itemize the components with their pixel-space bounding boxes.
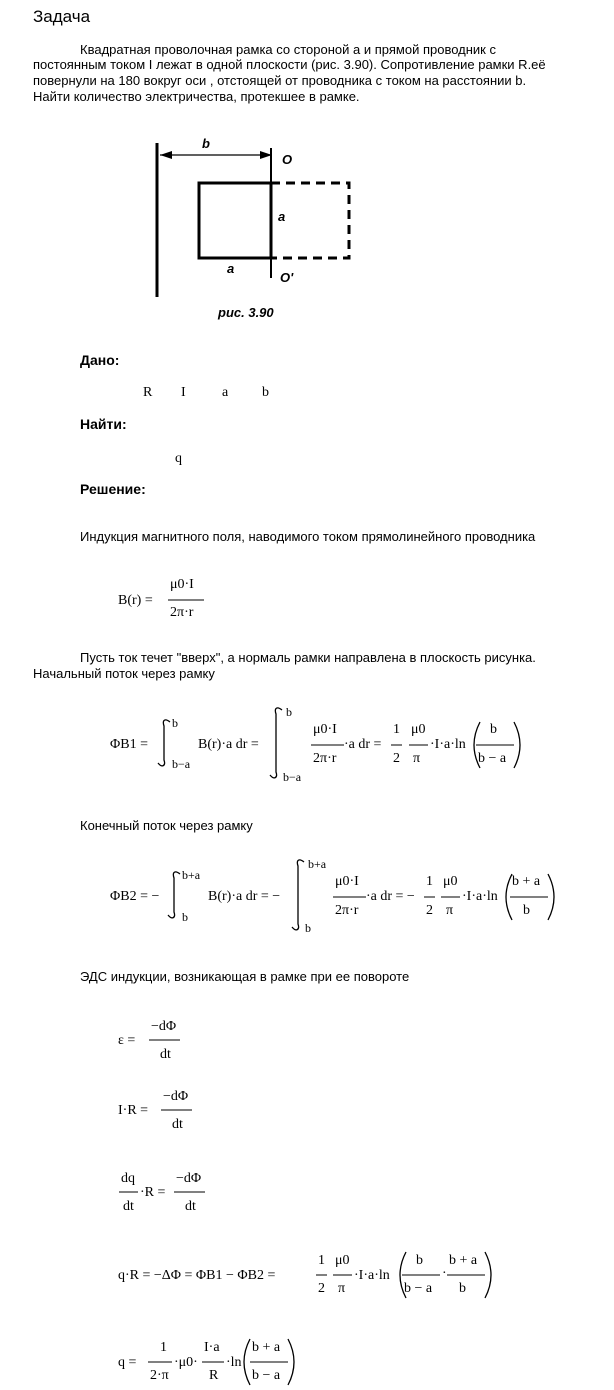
eq-ir-num: −dΦ bbox=[163, 1089, 189, 1104]
integral-phi1-2 bbox=[270, 708, 282, 778]
eq-q-f2-den: R bbox=[209, 1368, 219, 1383]
eq-phi2-half-num: 1 bbox=[426, 874, 433, 889]
eq-dq-rnum: −dΦ bbox=[176, 1171, 202, 1186]
eq-q-lhs: q = bbox=[118, 1355, 137, 1370]
eq-phi2-mu-num: μ0 bbox=[443, 874, 458, 889]
label-b: b bbox=[202, 136, 210, 151]
eq-qr-half-den: 2 bbox=[318, 1281, 325, 1296]
eq-qr-ln2-den: b bbox=[459, 1281, 466, 1296]
eq-phi2-mu-den: π bbox=[446, 903, 454, 918]
eq-phi2-half-den: 2 bbox=[426, 903, 433, 918]
eq-phi2-tail: ·I·a·ln bbox=[462, 889, 498, 904]
given-heading: Дано: bbox=[80, 352, 120, 368]
given-var-a: a bbox=[222, 385, 229, 400]
given-var-I: I bbox=[181, 385, 186, 400]
eq-emf-lhs: ε = bbox=[118, 1033, 136, 1048]
eq-ir-den: dt bbox=[172, 1117, 183, 1132]
eq-dq-den: dt bbox=[123, 1199, 134, 1214]
eq-phi1-int1-upper: b bbox=[172, 716, 178, 730]
eq-phi2-ln-num: b + a bbox=[512, 874, 541, 889]
eq-phi1-int2-lower: b−a bbox=[283, 770, 302, 784]
eq-phi2-frac-num: μ0·I bbox=[335, 874, 359, 889]
eq-phi1-mu-den: π bbox=[413, 751, 421, 766]
problem-line-3: повернули на 180 вокруг оси , отстоящей от проводника с током на расстоянии b. bbox=[33, 73, 527, 88]
problem-line-2: постоянным током I лежат в одной плоскости (рис. 3.90). Сопротивление рамки R.её bbox=[33, 57, 546, 72]
eq-phi2-ln-den: b bbox=[523, 903, 530, 918]
find-var-q: q bbox=[175, 451, 182, 466]
label-a-right: a bbox=[278, 209, 286, 224]
figure-caption: рис. 3.90 bbox=[218, 305, 274, 320]
text-initial-flux: Начальный поток через рамку bbox=[33, 666, 215, 681]
eq-phi2-int1-lower: b bbox=[182, 910, 188, 924]
eq-q-f1-den: 2·π bbox=[150, 1368, 169, 1383]
eq-qr-tail: ·I·a·ln bbox=[354, 1268, 390, 1283]
integral-phi2-2 bbox=[292, 860, 304, 930]
eq-phi2-int1-upper: b+a bbox=[182, 868, 201, 882]
eq-ir-lhs: I·R = bbox=[118, 1103, 149, 1118]
eq-emf-den: dt bbox=[160, 1047, 171, 1062]
given-var-R: R bbox=[143, 385, 153, 400]
eq-phi1-ln-den: b − a bbox=[478, 751, 507, 766]
text-emf: ЭДС индукции, возникающая в рамке при ее повороте bbox=[80, 969, 410, 984]
text-current-direction: Пусть ток течет "вверх", а нормаль рамки направлена в плоскость рисунка. bbox=[80, 650, 536, 665]
eq-phi1-mu-num: μ0 bbox=[411, 722, 426, 737]
given-var-b: b bbox=[262, 385, 269, 400]
problem-line-4: Найти количество электричества, протекшее в рамке. bbox=[33, 89, 360, 104]
eq-dq-rden: dt bbox=[185, 1199, 196, 1214]
page-title: Задача bbox=[33, 7, 91, 26]
eq-phi1-int2-upper: b bbox=[286, 705, 292, 719]
problem-line-1: Квадратная проволочная рамка со стороной а и прямой проводник с bbox=[80, 42, 496, 57]
label-O-prime: O' bbox=[280, 270, 294, 285]
paren-phi1-right bbox=[514, 722, 520, 768]
integral-phi1-1 bbox=[158, 720, 170, 766]
eq-qr-lhs: q·R = −ΔΦ = ΦB1 − ΦB2 = bbox=[118, 1268, 276, 1283]
eq-q-ln: ·ln bbox=[226, 1355, 242, 1370]
eq-phi2-int2-upper: b+a bbox=[308, 857, 327, 871]
eq-q-f2-num: I·a bbox=[204, 1340, 220, 1355]
eq-dq-num: dq bbox=[121, 1171, 135, 1186]
eq-phi2-lhs: ΦB2 = − bbox=[110, 889, 160, 904]
eq-q-mu: ·μ0· bbox=[174, 1355, 198, 1370]
eq-phi1-half-den: 2 bbox=[393, 751, 400, 766]
eq-phi2-int2-lower: b bbox=[305, 921, 311, 935]
paren-phi2-right bbox=[548, 874, 554, 920]
eq-phi1-half-num: 1 bbox=[393, 722, 400, 737]
integral-phi2-1 bbox=[168, 872, 180, 918]
eq-phi1-int1-lower: b−a bbox=[172, 757, 191, 771]
eq-phi2-int1-body: B(r)·a dr = − bbox=[208, 889, 281, 904]
eq-phi2-mid: ·a dr = − bbox=[366, 889, 415, 904]
paren-q-left bbox=[244, 1339, 250, 1385]
eq-b-den: 2π·r bbox=[170, 605, 194, 620]
eq-phi1-ln-num: b bbox=[490, 722, 497, 737]
eq-q-ln-den: b − a bbox=[252, 1368, 281, 1383]
paren-q-right bbox=[288, 1339, 294, 1385]
eq-q-f1-num: 1 bbox=[160, 1340, 167, 1355]
eq-qr-half-num: 1 bbox=[318, 1253, 325, 1268]
solution-heading: Решение: bbox=[80, 481, 146, 497]
eq-qr-mu-den: π bbox=[338, 1281, 346, 1296]
text-final-flux: Конечный поток через рамку bbox=[80, 818, 253, 833]
eq-phi1-mid: ·a dr = bbox=[344, 737, 382, 752]
eq-qr-dot: · bbox=[442, 1266, 447, 1281]
eq-qr-mu-num: μ0 bbox=[335, 1253, 350, 1268]
eq-b-lhs: B(r) = bbox=[118, 593, 153, 608]
eq-qr-ln1-den: b − a bbox=[404, 1281, 433, 1296]
eq-dq-mid: ·R = bbox=[140, 1185, 166, 1200]
eq-b-num: μ0·I bbox=[170, 577, 194, 592]
label-a-bottom: a bbox=[227, 261, 235, 276]
find-heading: Найти: bbox=[80, 416, 127, 432]
eq-phi1-frac-den: 2π·r bbox=[313, 751, 337, 766]
label-O: O bbox=[282, 152, 293, 167]
eq-phi1-lhs: ΦB1 = bbox=[110, 737, 148, 752]
text-induction: Индукция магнитного поля, наводимого током прямолинейного проводника bbox=[80, 529, 536, 544]
paren-qr-right bbox=[485, 1252, 491, 1298]
eq-emf-num: −dΦ bbox=[151, 1019, 177, 1034]
eq-phi1-tail: ·I·a·ln bbox=[430, 737, 466, 752]
eq-phi1-frac-num: μ0·I bbox=[313, 722, 337, 737]
eq-phi1-int1-body: B(r)·a dr = bbox=[198, 737, 259, 752]
eq-qr-ln1-num: b bbox=[416, 1253, 423, 1268]
eq-phi2-frac-den: 2π·r bbox=[335, 903, 359, 918]
eq-qr-ln2-num: b + a bbox=[449, 1253, 478, 1268]
eq-q-ln-num: b + a bbox=[252, 1340, 281, 1355]
